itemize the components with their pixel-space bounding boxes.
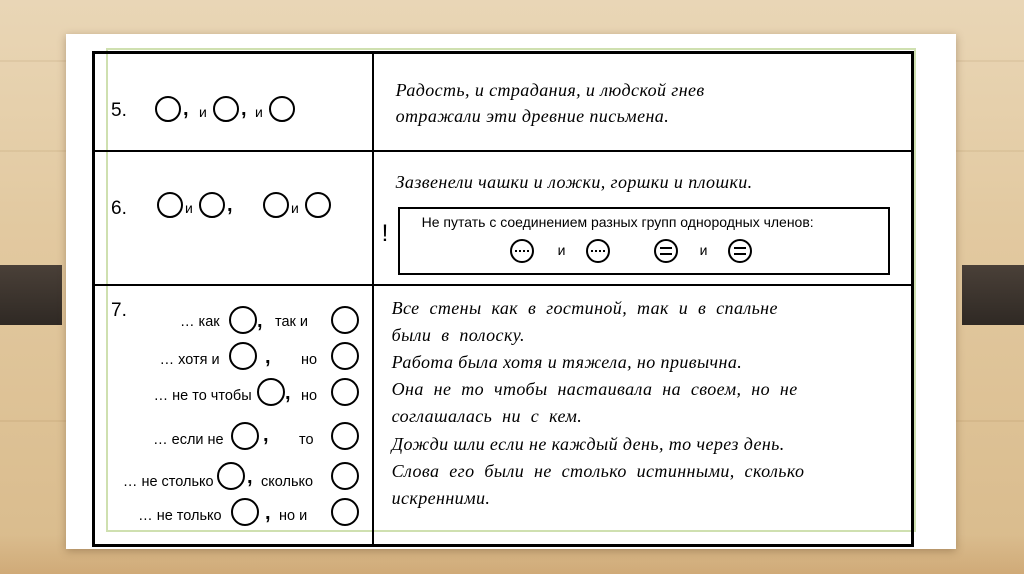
row-number: 5. — [111, 100, 127, 121]
scheme-cell-7 — [94, 285, 373, 546]
dotted-circle-icon — [510, 239, 534, 263]
member-circle — [331, 498, 359, 526]
example-line: были в полоску. — [391, 325, 525, 345]
member-circle — [331, 342, 359, 370]
conjunction-label: и — [185, 200, 193, 216]
member-circle — [331, 462, 359, 490]
dotted-circle-icon — [586, 239, 610, 263]
scheme-left-label: … не столько — [122, 474, 214, 490]
conjunction-label: и — [199, 104, 207, 120]
comma-mark: , — [265, 346, 271, 368]
member-circle — [157, 192, 183, 218]
member-circle — [229, 306, 257, 334]
example-line: Радость, и страдания, и людской гнев — [395, 80, 705, 100]
scheme-left-label: … хотя и — [159, 352, 220, 368]
scheme-right-label: то — [299, 432, 314, 448]
right-tab-decoration — [962, 265, 1024, 325]
member-circle — [199, 192, 225, 218]
example-line: отражали эти древние письмена. — [395, 106, 670, 126]
scheme-left-label: … не только — [138, 508, 222, 524]
member-circle — [217, 462, 245, 490]
example-line: Дожди шли если не каждый день, то через день. — [391, 434, 785, 454]
member-circle — [331, 378, 359, 406]
example-line: искренними. — [391, 488, 491, 508]
table-row — [94, 151, 913, 285]
conjunction-label: и — [255, 104, 263, 120]
member-circle — [263, 192, 289, 218]
scheme-left-label: … не то чтобы — [153, 388, 252, 404]
member-circle — [331, 422, 359, 450]
scheme-right-label: так и — [275, 314, 309, 330]
scheme-right-label: но — [301, 352, 318, 368]
example-cell-6 — [373, 151, 913, 285]
example-line: соглашалась ни с кем. — [391, 406, 583, 426]
double-line-circle-icon — [654, 239, 678, 263]
scheme-right-label: но — [301, 388, 318, 404]
example-cell-7 — [373, 285, 913, 546]
rules-table — [92, 51, 914, 547]
row-number: 7. — [111, 300, 127, 321]
scheme-right-label: но и — [279, 508, 308, 524]
example-line: Работа была хотя и тяжела, но привычна. — [391, 352, 743, 372]
scheme-right-label: сколько — [261, 474, 314, 490]
scheme-left-label: … если не — [153, 432, 224, 448]
comma-mark: , — [241, 98, 247, 120]
table-row — [94, 53, 913, 152]
comma-mark: , — [183, 98, 189, 120]
example-line: Слова его были не столько истинными, сколько — [391, 461, 805, 481]
double-line-circle-icon — [728, 239, 752, 263]
comma-mark: , — [285, 382, 291, 404]
member-circle — [231, 422, 259, 450]
exclamation-icon: ! — [381, 220, 389, 247]
note-box — [398, 207, 890, 275]
member-circle — [331, 306, 359, 334]
comma-mark: , — [227, 194, 233, 216]
conjunction-label: и — [557, 242, 566, 258]
member-circle — [257, 378, 285, 406]
example-line: Она не то чтобы настаивала на своем, но не — [391, 379, 798, 399]
comma-mark: , — [263, 424, 269, 446]
scheme-cell-6 — [94, 151, 373, 285]
example-line: Все стены как в гостиной, так и в спальне — [391, 298, 778, 318]
member-circle — [269, 96, 295, 122]
member-circle — [213, 96, 239, 122]
note-text: Не путать с соединением разных групп однородных членов: — [421, 214, 814, 230]
comma-mark: , — [247, 466, 253, 488]
row-number: 6. — [111, 198, 127, 219]
scheme-cell-5 — [94, 53, 373, 152]
example-line: Зазвенели чашки и ложки, горшки и плошки. — [395, 172, 753, 192]
example-cell-5 — [373, 53, 913, 152]
member-circle — [155, 96, 181, 122]
scheme-left-label: … как — [180, 314, 220, 330]
member-circle — [229, 342, 257, 370]
conjunction-label: и — [699, 242, 708, 258]
member-circle — [305, 192, 331, 218]
left-tab-decoration — [0, 265, 62, 325]
table-row — [94, 285, 913, 546]
comma-mark: , — [265, 502, 271, 524]
conjunction-label: и — [291, 200, 299, 216]
comma-mark: , — [257, 310, 263, 332]
member-circle — [231, 498, 259, 526]
